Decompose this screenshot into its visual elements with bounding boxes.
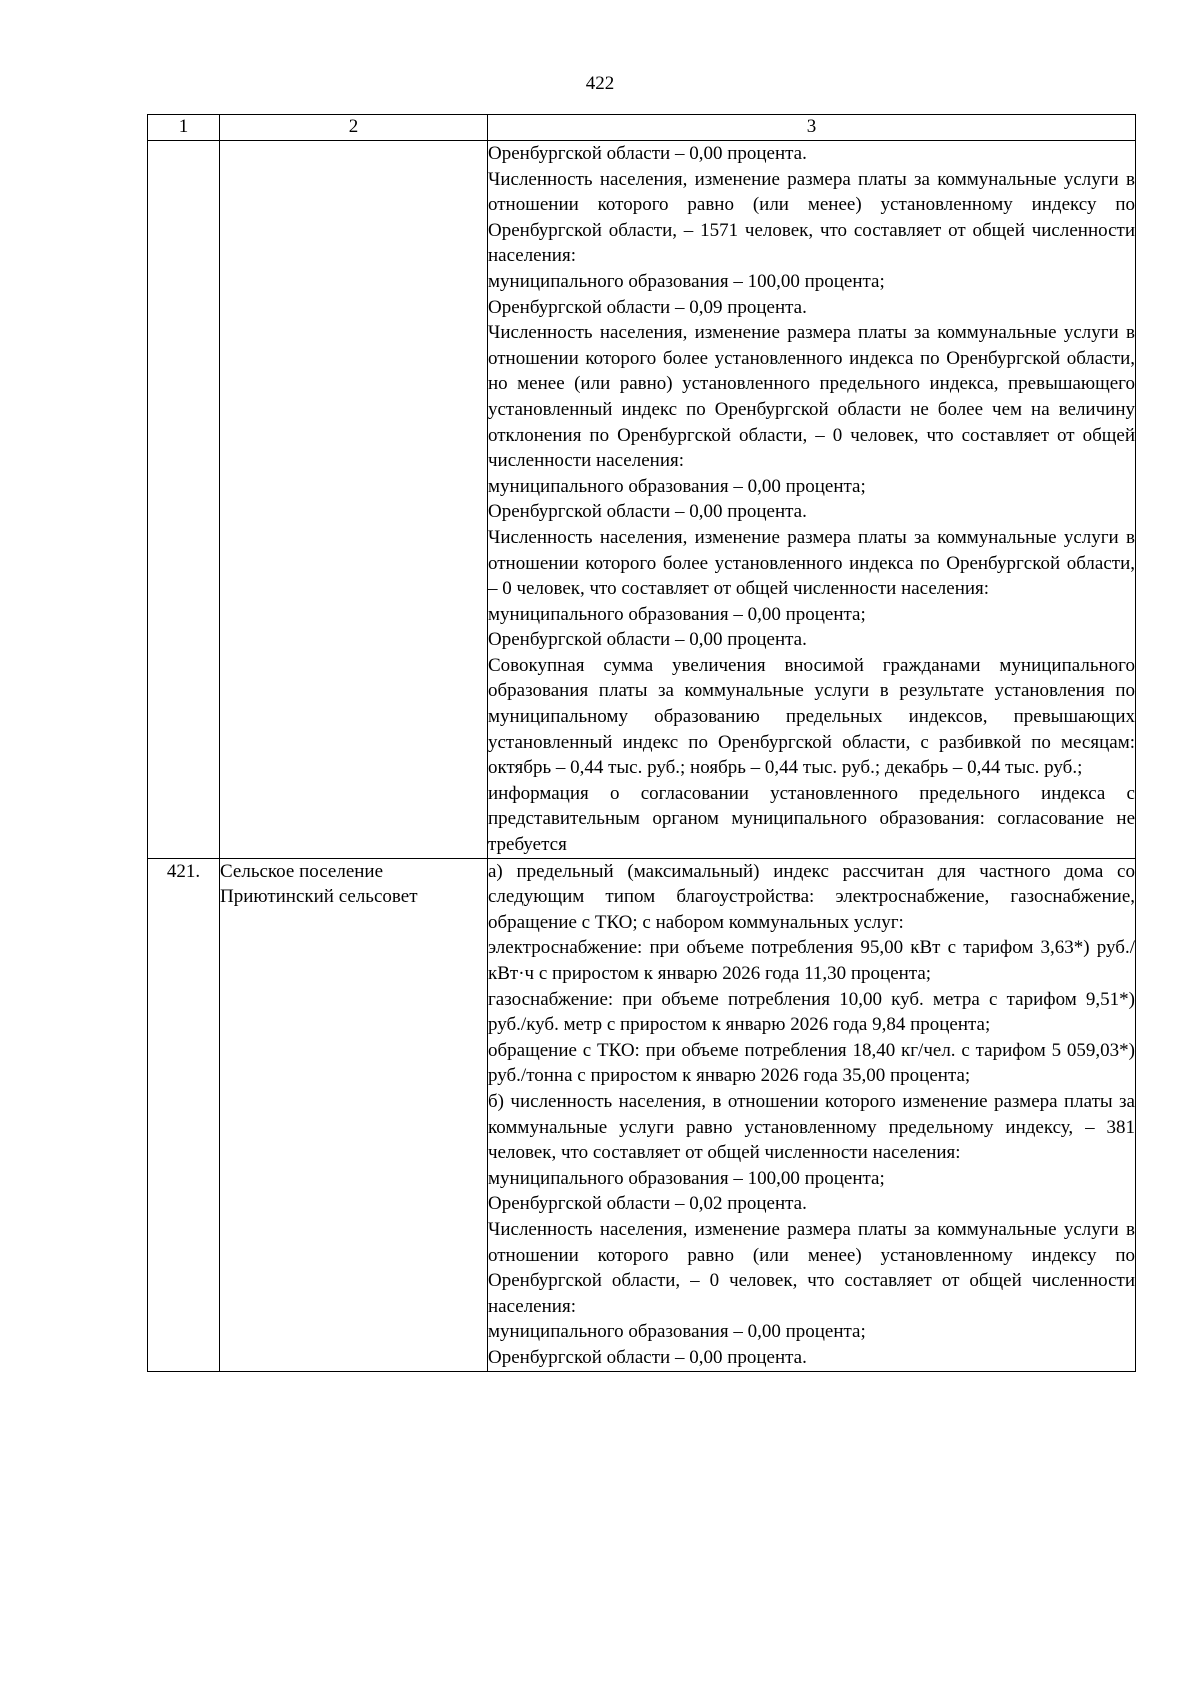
paragraph: Численность населения, изменение размера платы за коммунальные услуги в отношении которого равно (или менее) установленному индексу по Оренбургской области, – 0 человек, что составляет от общей численности населения: bbox=[488, 1218, 1135, 1317]
paragraph: газоснабжение: при объеме потребления 10,00 куб. метра с тарифом 9,51*) руб./куб. метр с приростом к январю 2026 года 9,84 процента; bbox=[488, 988, 1135, 1036]
column-header-1: 1 bbox=[148, 115, 220, 141]
paragraph: Оренбургской области – 0,00 процента. bbox=[488, 143, 807, 164]
page-number: 422 bbox=[585, 73, 615, 94]
paragraph: информация о согласовании установленного предельного индекса с представительным органом муниципального образования: согласование не требуется bbox=[488, 782, 1135, 856]
paragraph: Численность населения, изменение размера платы за коммунальные услуги в отношении которого более установленного индекса по Оренбургской области, – 0 человек, что составляет от общей численности населения: bbox=[488, 526, 1135, 600]
paragraph: Численность населения, изменение размера платы за коммунальные услуги в отношении которого более установленного индекса по Оренбургской области, но менее (или равно) установленного предельного индекса, превышающего установленный индекс по Оренбургской области не более чем на величину отклонения по Оренбургской области, – 0 человек, что составляет от общей численности населения: bbox=[488, 322, 1135, 472]
column-header-2: 2 bbox=[220, 115, 488, 141]
row-number bbox=[148, 141, 220, 859]
paragraph: обращение с ТКО: при объеме потребления 18,40 кг/чел. с тарифом 5 059,03*) руб./тонна с приростом к январю 2026 года 35,00 процента; bbox=[488, 1039, 1135, 1087]
paragraph: Совокупная сумма увеличения вносимой гражданами муниципального образования платы за коммунальные услуги в результате установления по муниципальному образованию предельных индексов, превышающих установленный индекс по Оренбургской области, с разбивкой по месяцам: октябрь – 0,44 тыс. руб.; ноябрь – 0,44 тыс. руб.; декабрь – 0,44 тыс. руб.; bbox=[488, 654, 1135, 779]
municipality-name-line: Приютинский сельсовет bbox=[220, 886, 418, 908]
paragraph: муниципального образования – 100,00 процента; bbox=[488, 1167, 885, 1189]
paragraph: муниципального образования – 100,00 процента; bbox=[488, 270, 885, 292]
paragraph: муниципального образования – 0,00 процента; bbox=[488, 1321, 866, 1343]
paragraph: а) предельный (максимальный) индекс рассчитан для частного дома со следующим типом благоустройства: электроснабжение, газоснабжение, обращение с ТКО; с набором коммунальных услуг: bbox=[488, 860, 1135, 933]
paragraph: электроснабжение: при объеме потребления 95,00 кВт с тарифом 3,63*) руб./кВт·ч с приростом к январю 2026 года 11,30 процента; bbox=[488, 937, 1135, 984]
row-content bbox=[488, 858, 1136, 1371]
municipality-name bbox=[220, 141, 488, 859]
paragraph: Численность населения, изменение размера платы за коммунальные услуги в отношении которого равно (или менее) установленному индексу по Оренбургской области, – 1571 человек, что составляет от общей численности населения: bbox=[488, 168, 1135, 267]
paragraph: Оренбургской области – 0,02 процента. bbox=[488, 1193, 807, 1215]
table-header-row bbox=[148, 115, 1136, 141]
document-table bbox=[147, 114, 1136, 1372]
paragraph: Оренбургской области – 0,00 процента. bbox=[488, 629, 807, 651]
row-content bbox=[488, 141, 1136, 859]
paragraph: Оренбургской области – 0,00 процента. bbox=[488, 501, 807, 523]
paragraph: б) численность населения, в отношении которого изменение размера платы за коммунальные услуги равно установленному предельному индексу, – 381 человек, что составляет от общей численности населения: bbox=[488, 1090, 1135, 1164]
municipality-name bbox=[220, 858, 488, 1371]
table-row-421 bbox=[148, 858, 1136, 1371]
row-number: 421. bbox=[148, 858, 220, 1371]
paragraph: Оренбургской области – 0,00 процента. bbox=[488, 1346, 807, 1368]
paragraph: муниципального образования – 0,00 процента; bbox=[488, 603, 866, 625]
municipality-name-line: Сельское поселение bbox=[220, 860, 384, 882]
paragraph: Оренбургской области – 0,09 процента. bbox=[488, 296, 807, 318]
table-row-continued bbox=[148, 141, 1136, 859]
paragraph: муниципального образования – 0,00 процента; bbox=[488, 475, 866, 497]
column-header-3: 3 bbox=[488, 115, 1136, 141]
